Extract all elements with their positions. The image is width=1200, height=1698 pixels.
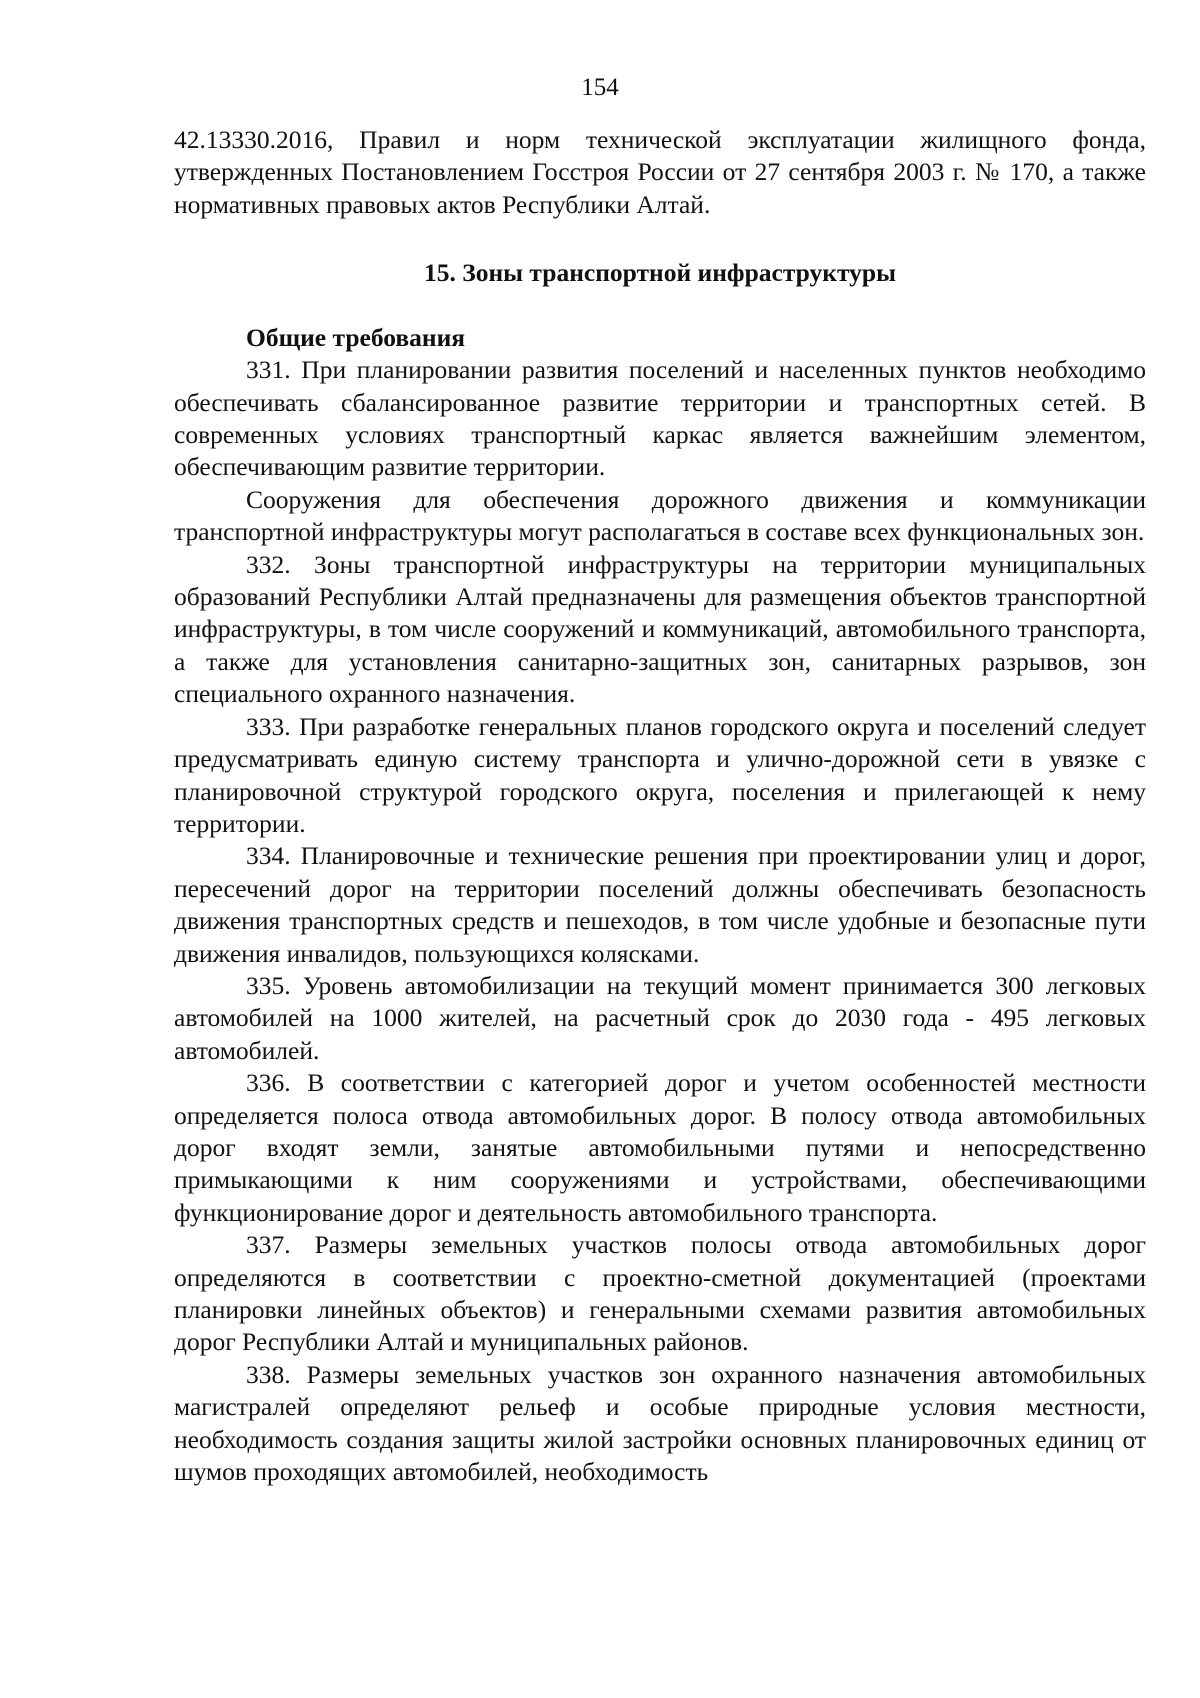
- paragraph-335: 335. Уровень автомобилизации на текущий момент принимается 300 легковых автомобилей на 1000 жителей, на расчетный срок до 2030 года - 495 легковых автомобилей.: [174, 970, 1146, 1065]
- page-number: 154: [581, 74, 619, 101]
- paragraph-338: 338. Размеры земельных участков зон охранного назначения автомобильных магистралей определяют рельеф и особые природные условия местности, необходимость создания защиты жилой застройки основных планировочных единиц от шумов проходящих автомобилей, необходимость: [174, 1359, 1146, 1487]
- intro-paragraph: 42.13330.2016, Правил и норм технической эксплуатации жилищного фонда, утвержденных Постановлением Госстроя России от 27 сентября 2003 г. № 170, а также нормативных правовых актов Республики Алтай.: [174, 125, 1146, 219]
- paragraph-331: 331. При планировании развития поселений и населенных пунктов необходимо обеспечивать сбалансированное развитие территории и транспортных сетей. В современных условиях транспортный каркас является важнейшим элементом, обеспечивающим развитие территории.: [174, 355, 1146, 482]
- paragraph-structures: Сооружения для обеспечения дорожного движения и коммуникации транспортной инфраструктуры могут располагаться в составе всех функциональных зон.: [174, 484, 1146, 547]
- paragraph-334: 334. Планировочные и технические решения при проектировании улиц и дорог, пересечений дорог на территории поселений должны обеспечивать безопасность движения транспортных средств и пешеходов, в том числе удобные и безопасные пути движения инвалидов, пользующихся колясками.: [174, 841, 1146, 968]
- paragraph-336: 336. В соответствии с категорией дорог и учетом особенностей местности определяется полоса отвода автомобильных дорог. В полосу отвода автомобильных дорог входят земли, занятые автомобильными путями и непосредственно примыкающими к ним сооружениями и устройствами, обеспечивающими функционирование дорог и деятельность автомобильного транспорта.: [174, 1068, 1146, 1227]
- document-body: [174, 124, 1146, 1488]
- subsection-heading: Общие требования: [246, 323, 466, 353]
- paragraph-333: 333. При разработке генеральных планов городского округа и поселений следует предусматривать единую систему транспорта и улично-дорожной сети в увязке с планировочной структурой городского округа, поселения и прилегающей к нему территории.: [174, 711, 1146, 838]
- section-heading: 15. Зоны транспортной инфраструктуры: [424, 258, 896, 288]
- paragraph-337: 337. Размеры земельных участков полосы отвода автомобильных дорог определяются в соответствии с проектно-сметной документацией (проектами планировки линейных объектов) и генеральными схемами развития автомобильных дорог Республики Алтай и муниципальных районов.: [174, 1230, 1146, 1357]
- paragraph-332: 332. Зоны транспортной инфраструктуры на территории муниципальных образований Республики Алтай предназначены для размещения объектов транспортной инфраструктуры, в том числе сооружений и коммуникаций, автомобильного транспорта, а также для установления санитарно-защитных зон, санитарных разрывов, зон специального охранного назначения.: [174, 549, 1146, 709]
